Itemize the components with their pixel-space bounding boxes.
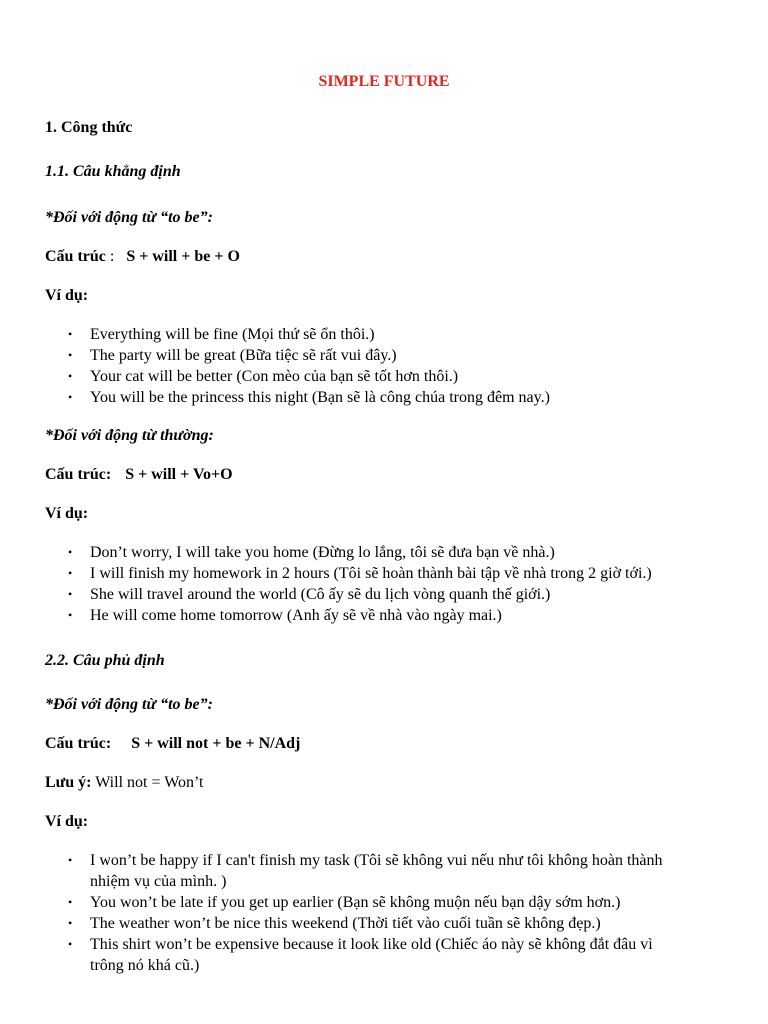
bullet-icon: •	[68, 566, 73, 580]
structure-line-1	[45, 247, 240, 267]
bullet-icon: •	[68, 587, 73, 601]
list-item: • The party will be great (Bữa tiệc sẽ rất vui đây.)	[68, 347, 397, 364]
list-item: • She will travel around the world (Cô ấy sẽ du lịch vòng quanh thế giới.)	[68, 586, 551, 603]
note-line	[45, 773, 204, 793]
section-heading-formula: 1. Công thức	[45, 119, 133, 136]
list-item-continuation: trông nó khá cũ.)	[90, 957, 200, 974]
structure-formula: S + will + Vo+O	[125, 466, 233, 483]
subsection-affirmative: 1.1. Câu khẳng định	[45, 163, 181, 180]
structure-separator: :	[105, 248, 127, 265]
bullet-icon: •	[68, 608, 73, 622]
list-item: • I will finish my homework in 2 hours (Tôi sẽ hoàn thành bài tập về nhà trong 2 giờ tới.)	[68, 565, 652, 582]
note-label: Lưu ý:	[45, 774, 92, 791]
bullet-icon: •	[68, 545, 73, 559]
list-item: • The weather won’t be nice this weekend (Thời tiết vào cuối tuần sẽ không đẹp.)	[68, 915, 601, 932]
example-label: Ví dụ:	[45, 505, 89, 522]
example-list-1	[60, 324, 740, 408]
list-item: • You will be the princess this night (Bạn sẽ là công chúa trong đêm nay.)	[68, 389, 550, 406]
bullet-icon: •	[68, 916, 73, 930]
structure-line-3	[45, 734, 300, 754]
page-title: SIMPLE FUTURE	[318, 73, 450, 90]
list-item: • This shirt won’t be expensive because it look like old (Chiếc áo này sẽ không đắt đâu vì	[68, 936, 653, 953]
list-item: • I won’t be happy if I can't finish my task (Tôi sẽ không vui nếu như tôi không hoàn thành	[68, 852, 663, 869]
structure-line-2	[45, 465, 233, 485]
note-text: Will not = Won’t	[91, 774, 204, 791]
bullet-icon: •	[68, 369, 73, 383]
example-list-3	[60, 850, 740, 976]
ordinary-verb-heading: *Đối với động từ thường:	[45, 427, 214, 444]
tobe-heading: *Đối với động từ “to be”:	[45, 696, 213, 713]
list-item: • Don’t worry, I will take you home (Đừng lo lắng, tôi sẽ đưa bạn về nhà.)	[68, 544, 555, 561]
bullet-icon: •	[68, 895, 73, 909]
bullet-icon: •	[68, 390, 73, 404]
subsection-negative: 2.2. Câu phủ định	[45, 652, 165, 669]
example-list-2	[60, 542, 740, 626]
example-label: Ví dụ:	[45, 287, 89, 304]
structure-label: Cấu trúc:	[45, 466, 112, 483]
structure-formula: S + will not + be + N/Adj	[131, 735, 301, 752]
structure-formula: S + will + be + O	[126, 248, 240, 265]
structure-label: Cấu trúc	[45, 248, 106, 265]
example-label: Ví dụ:	[45, 813, 89, 830]
bullet-icon: •	[68, 348, 73, 362]
list-item: • Everything will be fine (Mọi thứ sẽ ổn thôi.)	[68, 326, 375, 343]
list-item: • Your cat will be better (Con mèo của bạn sẽ tốt hơn thôi.)	[68, 368, 459, 385]
bullet-icon: •	[68, 327, 73, 341]
bullet-icon: •	[68, 937, 73, 951]
tobe-heading: *Đối với động từ “to be”:	[45, 209, 213, 226]
bullet-icon: •	[68, 853, 73, 867]
structure-label: Cấu trúc:	[45, 735, 112, 752]
list-item: • He will come home tomorrow (Anh ấy sẽ về nhà vào ngày mai.)	[68, 607, 502, 624]
list-item-continuation: nhiệm vụ của mình. )	[90, 873, 227, 890]
list-item: • You won’t be late if you get up earlier (Bạn sẽ không muộn nếu bạn dậy sớm hơn.)	[68, 894, 621, 911]
